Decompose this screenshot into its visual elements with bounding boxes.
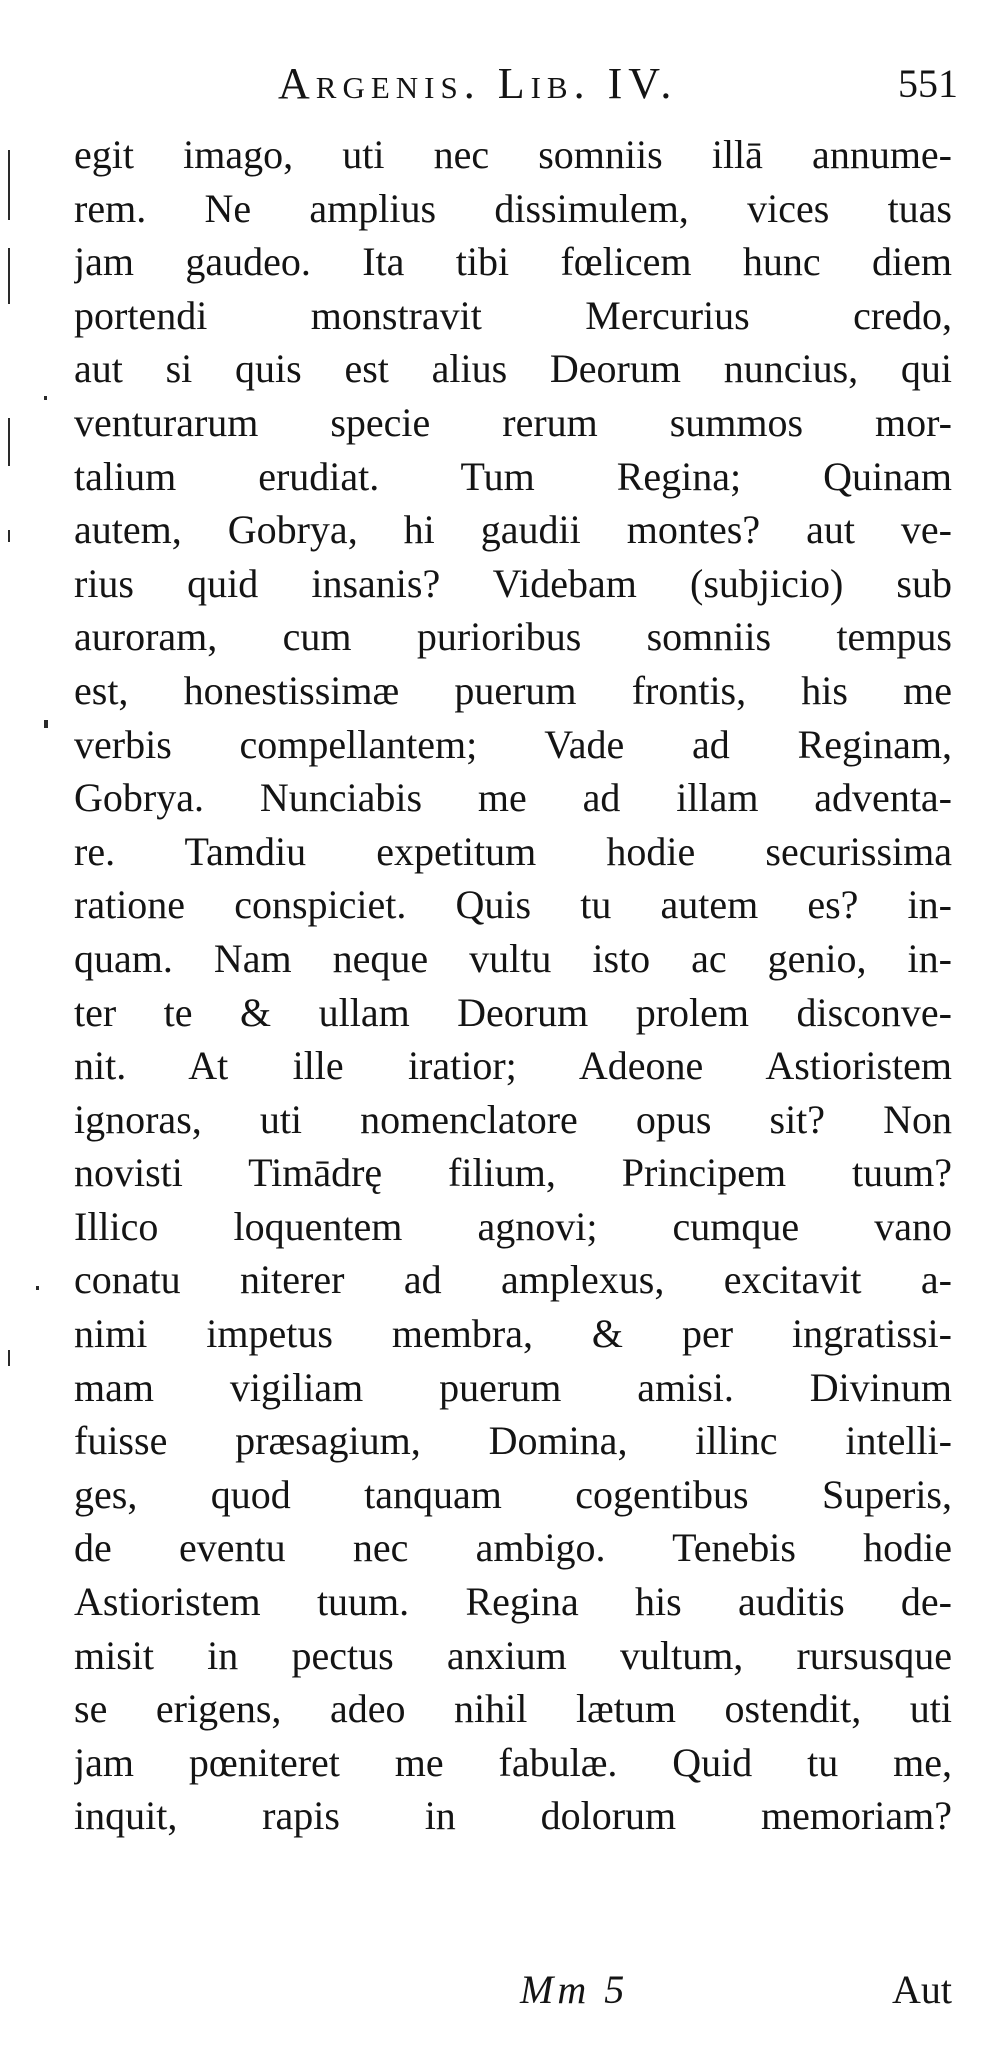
text-line: rem. Ne amplius dissimulem, vices tuas bbox=[74, 185, 952, 231]
text-line: mam vigiliam puerum amisi. Divinum bbox=[74, 1364, 952, 1410]
text-line: de eventu nec ambigo. Tenebis hodie bbox=[74, 1525, 952, 1571]
text-line: novisti Timādrę filium, Principem tuum? bbox=[74, 1150, 952, 1196]
text-line: conatu niterer ad amplexus, excitavit a- bbox=[74, 1257, 952, 1303]
text-line: ignoras, uti nomenclatore opus sit? Non bbox=[74, 1096, 952, 1142]
text-line: auroram, cum purioribus somniis tempus bbox=[74, 614, 952, 660]
text-line: rius quid insanis? Videbam (subjicio) sub bbox=[74, 560, 952, 606]
text-line: portendi monstravit Mercurius credo, bbox=[74, 292, 952, 338]
text-line: Illico loquentem agnovi; cumque vano bbox=[74, 1203, 952, 1249]
text-line: se erigens, adeo nihil lætum ostendit, uti bbox=[74, 1686, 952, 1732]
text-line: quam. Nam neque vultu isto ac genio, in- bbox=[74, 935, 952, 981]
text-line: venturarum specie rerum summos mor- bbox=[74, 399, 952, 445]
catchword: Aut bbox=[892, 1967, 952, 2012]
text-line: nit. At ille iratior; Adeone Astioristem bbox=[74, 1043, 952, 1089]
text-line: inquit, rapis in dolorum memoriam? bbox=[74, 1793, 952, 1839]
text-line: aut si quis est alius Deorum nuncius, qui bbox=[74, 346, 952, 392]
margin-speck bbox=[8, 530, 10, 542]
margin-rule bbox=[8, 150, 10, 220]
text-line: ratione conspiciet. Quis tu autem es? in- bbox=[74, 882, 952, 928]
text-line: egit imago, uti nec somniis illā annume- bbox=[74, 132, 952, 177]
text-line: verbis compellantem; Vade ad Reginam, bbox=[74, 721, 952, 767]
text-line: fuisse præsagium, Domina, illinc intelli- bbox=[74, 1418, 952, 1464]
text-line: Gobrya. Nunciabis me ad illam adventa- bbox=[74, 775, 952, 821]
text-line: re. Tamdiu expetitum hodie securissima bbox=[74, 828, 952, 874]
running-head bbox=[278, 58, 958, 118]
text-line: nimi impetus membra, & per ingratissi- bbox=[74, 1311, 952, 1357]
text-line: autem, Gobrya, hi gaudii montes? aut ve- bbox=[74, 507, 952, 553]
margin-speck bbox=[36, 1286, 39, 1290]
margin-rule bbox=[8, 248, 10, 304]
text-line: talium erudiat. Tum Regina; Quinam bbox=[74, 453, 952, 499]
text-line: misit in pectus anxium vultum, rursusque bbox=[74, 1632, 952, 1678]
text-block bbox=[74, 128, 952, 1843]
page-footer bbox=[520, 1966, 952, 2022]
text-line: ter te & ullam Deorum prolem disconve- bbox=[74, 989, 952, 1035]
text-line: jam gaudeo. Ita tibi fœlicem hunc diem bbox=[74, 239, 952, 285]
text-line: est, honestissimæ puerum frontis, his me bbox=[74, 667, 952, 713]
margin-speck bbox=[44, 720, 48, 728]
page-number: 551 bbox=[898, 61, 958, 106]
margin-rule bbox=[8, 418, 10, 466]
signature-mark: Mm 5 bbox=[520, 1967, 629, 2012]
text-line: jam pœniteret me fabulæ. Quid tu me, bbox=[74, 1739, 952, 1785]
margin-speck bbox=[8, 1350, 10, 1366]
text-line: Astioristem tuum. Regina his auditis de- bbox=[74, 1579, 952, 1625]
margin-speck bbox=[44, 396, 47, 400]
text-line: ges, quod tanquam cogentibus Superis, bbox=[74, 1471, 952, 1517]
running-title: Argenis. Lib. IV. bbox=[278, 59, 678, 108]
